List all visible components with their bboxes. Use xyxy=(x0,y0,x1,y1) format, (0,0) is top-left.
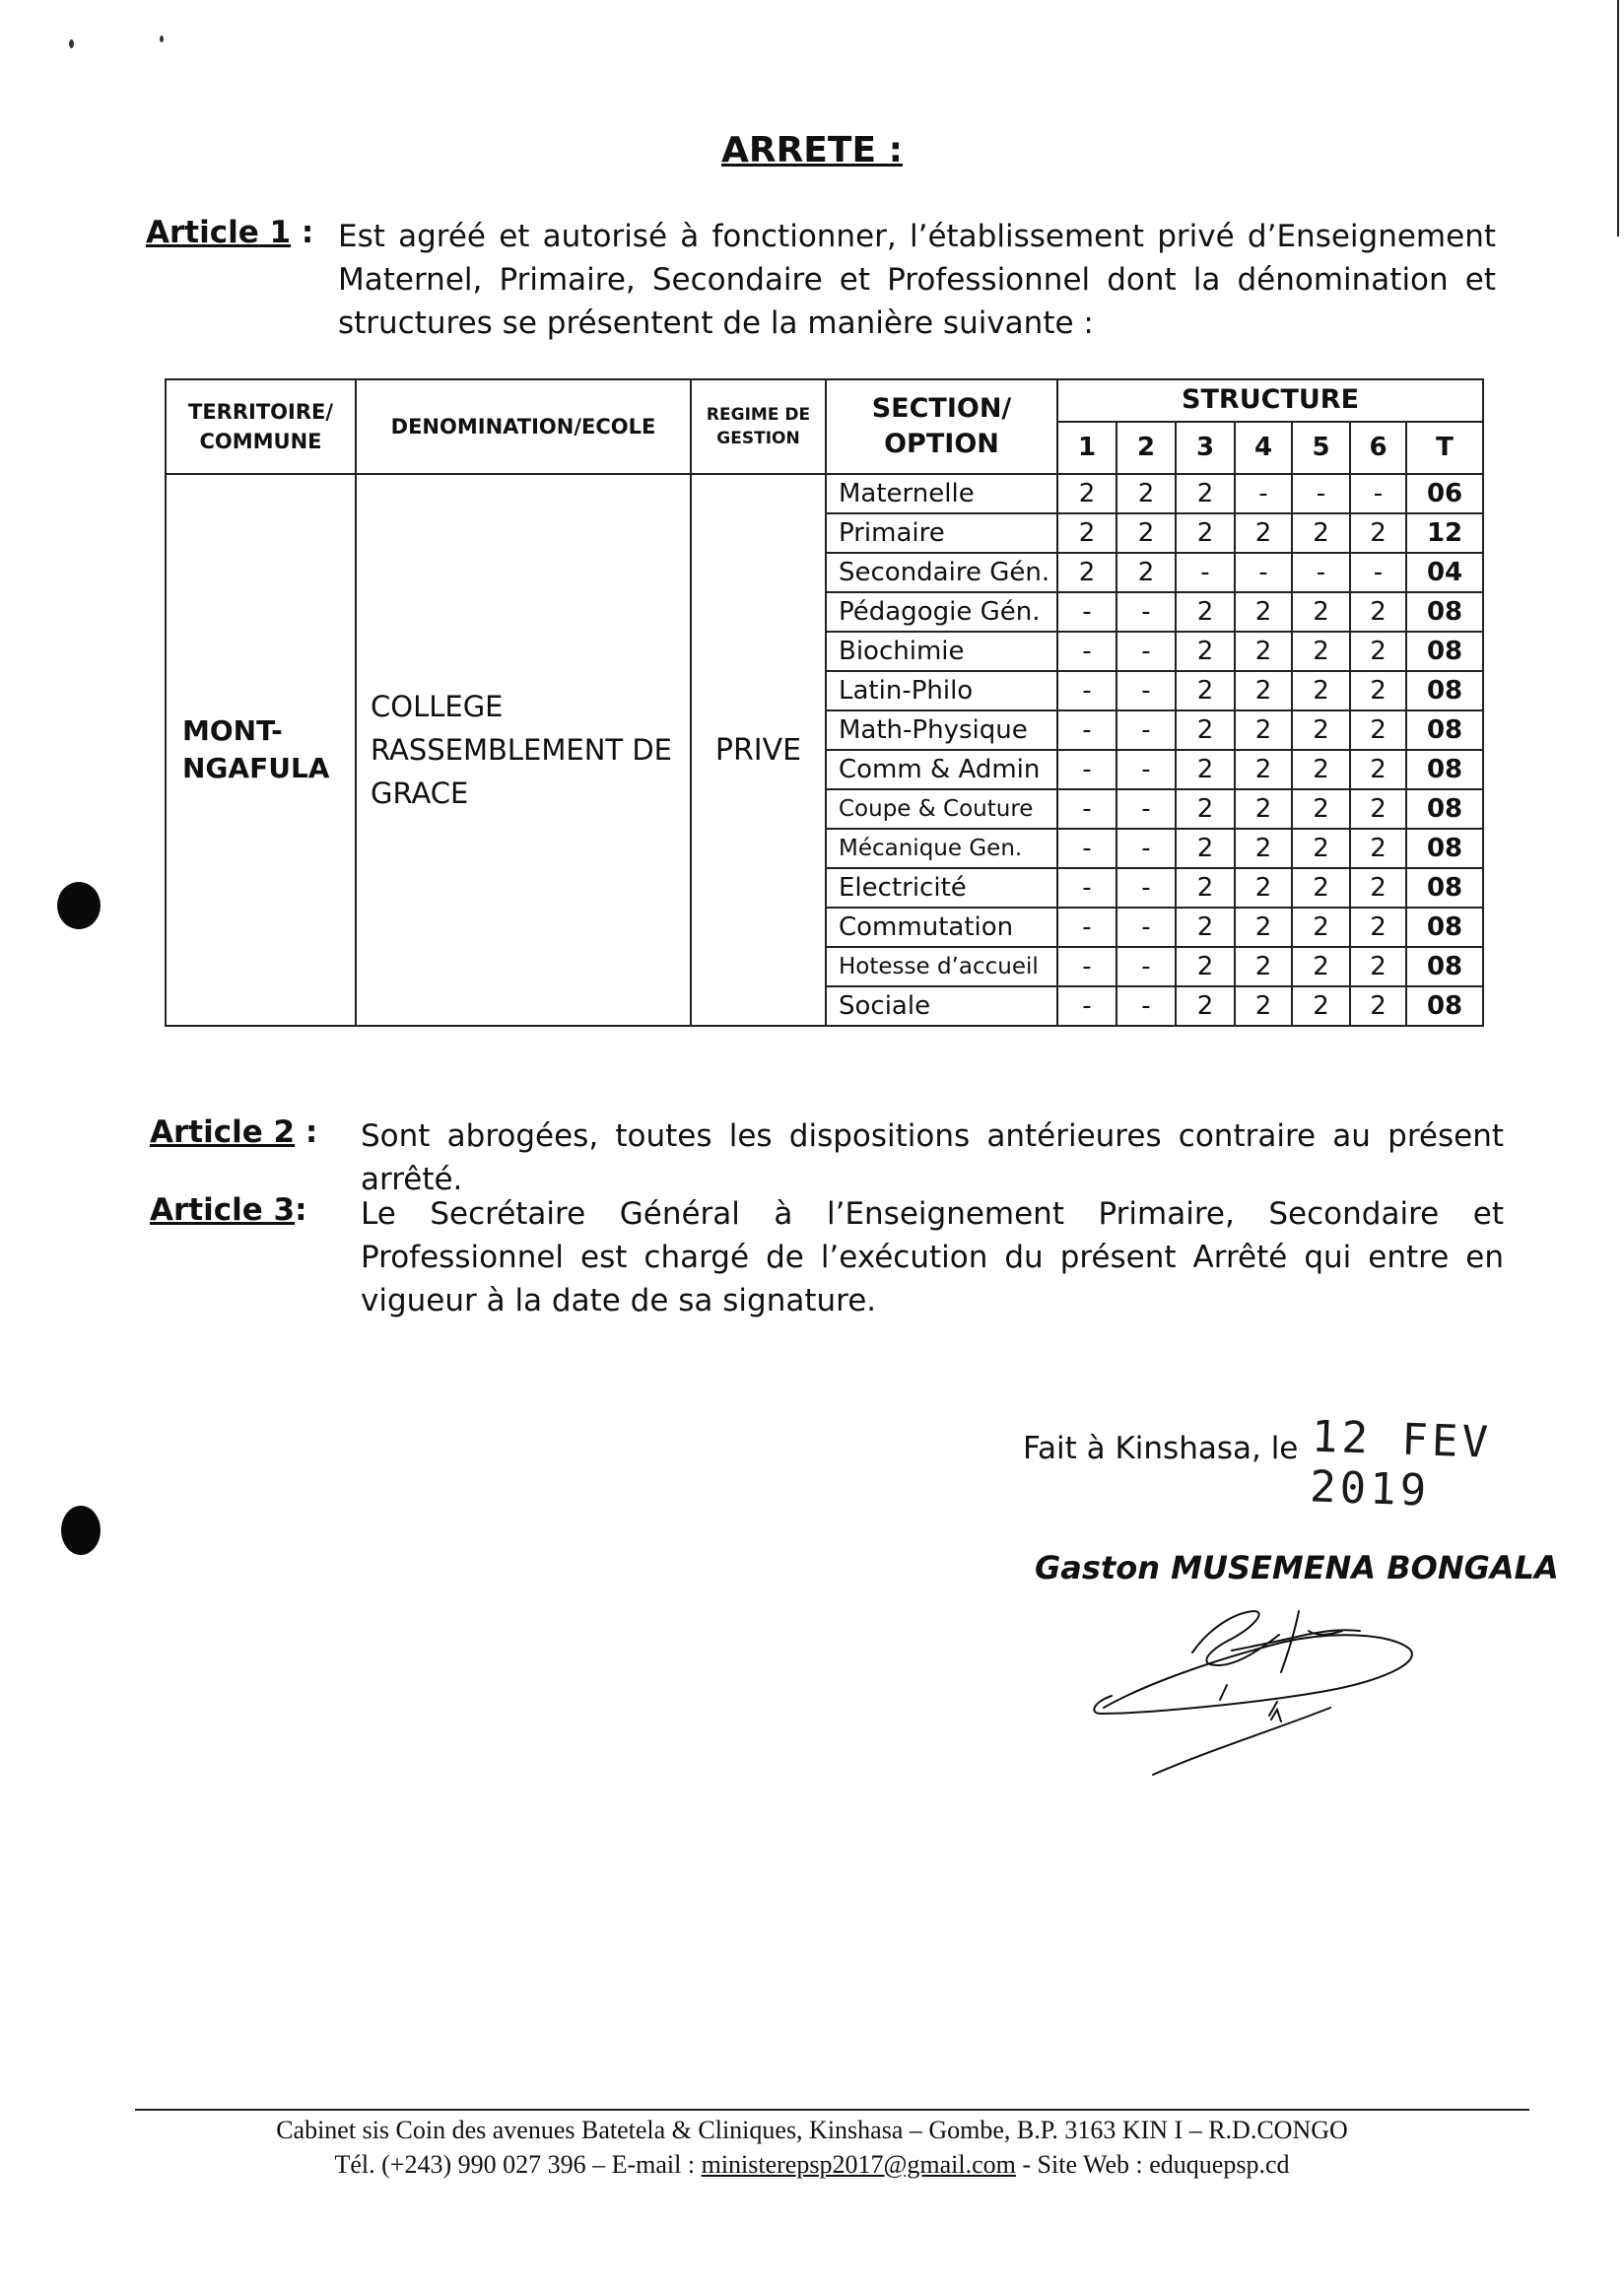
structure-total-cell: 08 xyxy=(1406,829,1483,868)
structure-cell-2: - xyxy=(1116,671,1176,710)
structure-cell-5: 2 xyxy=(1292,829,1350,868)
structure-cell-2: - xyxy=(1116,868,1176,908)
structure-cell-3: 2 xyxy=(1176,986,1235,1026)
structure-cell-6: 2 xyxy=(1350,710,1406,750)
structure-total-cell: 08 xyxy=(1406,710,1483,750)
hole-punch-mark xyxy=(61,1506,101,1555)
structure-cell-5: 2 xyxy=(1292,868,1350,908)
structure-cell-2: - xyxy=(1116,592,1176,632)
structure-cell-6: - xyxy=(1350,553,1406,592)
structure-cell-6: 2 xyxy=(1350,632,1406,671)
structure-total-cell: 04 xyxy=(1406,553,1483,592)
territoire-cell: MONT-NGAFULA xyxy=(166,474,356,1026)
hole-punch-mark xyxy=(57,882,101,929)
structure-cell-5: 2 xyxy=(1292,592,1350,632)
section-cell: Sociale xyxy=(826,986,1057,1026)
structure-cell-2: - xyxy=(1116,986,1176,1026)
structure-cell-5: 2 xyxy=(1292,947,1350,986)
header-col-5: 5 xyxy=(1292,422,1350,474)
structure-cell-4: 2 xyxy=(1235,986,1292,1026)
structure-cell-1: - xyxy=(1057,592,1116,632)
structure-cell-4: - xyxy=(1235,474,1292,513)
structure-cell-4: 2 xyxy=(1235,947,1292,986)
structure-cell-2: 2 xyxy=(1116,513,1176,553)
scan-speck xyxy=(69,39,74,48)
structure-total-cell: 08 xyxy=(1406,868,1483,908)
article-2-text: Sont abrogées, toutes les dispositions antérieures contraire au présent arrêté. xyxy=(361,1118,1504,1197)
structure-cell-1: 2 xyxy=(1057,553,1116,592)
header-section: SECTION/ OPTION xyxy=(826,379,1057,474)
structure-cell-5: 2 xyxy=(1292,710,1350,750)
structure-cell-5: 2 xyxy=(1292,789,1350,829)
structure-cell-2: - xyxy=(1116,947,1176,986)
header-denomination: DENOMINATION/ECOLE xyxy=(356,379,691,474)
header-col-total: T xyxy=(1406,422,1483,474)
structure-cell-4: - xyxy=(1235,553,1292,592)
structure-cell-6: 2 xyxy=(1350,908,1406,947)
section-cell: Maternelle xyxy=(826,474,1057,513)
structure-cell-3: 2 xyxy=(1176,474,1235,513)
structure-cell-6: 2 xyxy=(1350,868,1406,908)
structure-cell-5: 2 xyxy=(1292,513,1350,553)
structure-cell-3: 2 xyxy=(1176,513,1235,553)
structure-total-cell: 08 xyxy=(1406,986,1483,1026)
structure-cell-4: 2 xyxy=(1235,908,1292,947)
structure-cell-1: - xyxy=(1057,908,1116,947)
structure-cell-3: 2 xyxy=(1176,908,1235,947)
structure-cell-2: - xyxy=(1116,908,1176,947)
scan-edge-line xyxy=(1617,0,1619,236)
structure-cell-6: 2 xyxy=(1350,671,1406,710)
structure-cell-3: 2 xyxy=(1176,632,1235,671)
article-1-text: Est agréé et autorisé à fonctionner, l’établissement privé d’Enseignement Maternel, Primaire, Secondaire et Professionnel dont la dénomination et structures se présentent de la manière suivante : xyxy=(338,219,1496,341)
structure-cell-1: - xyxy=(1057,829,1116,868)
footer-contact: Tél. (+243) 990 027 396 – E-mail : ministerepsp2017@gmail.com - Site Web : eduquepsp.cd xyxy=(334,2150,1290,2179)
structure-cell-5: 2 xyxy=(1292,986,1350,1026)
structure-total-cell: 08 xyxy=(1406,789,1483,829)
footer-email-link[interactable]: ministerepsp2017@gmail.com xyxy=(701,2150,1016,2179)
structure-cell-5: 2 xyxy=(1292,671,1350,710)
structure-cell-4: 2 xyxy=(1235,829,1292,868)
structure-cell-3: 2 xyxy=(1176,710,1235,750)
structure-cell-3: 2 xyxy=(1176,947,1235,986)
structure-cell-1: - xyxy=(1057,789,1116,829)
structure-cell-1: - xyxy=(1057,868,1116,908)
header-col-3: 3 xyxy=(1176,422,1235,474)
structure-cell-3: 2 xyxy=(1176,789,1235,829)
structure-cell-3: 2 xyxy=(1176,868,1235,908)
table-row xyxy=(166,474,1483,513)
structure-cell-4: 2 xyxy=(1235,710,1292,750)
article-3-text: Le Secrétaire Général à l’Enseignement Primaire, Secondaire et Professionnel est chargé de l’exécution du présent Arrêté qui entre en vigueur à la date de sa signature. xyxy=(361,1196,1504,1318)
header-regime: REGIME DE GESTION xyxy=(691,379,826,474)
structure-cell-1: - xyxy=(1057,710,1116,750)
structure-cell-6: 2 xyxy=(1350,513,1406,553)
regime-cell: PRIVE xyxy=(691,474,826,1026)
section-cell: Latin-Philo xyxy=(826,671,1057,710)
structure-cell-3: 2 xyxy=(1176,829,1235,868)
structure-cell-4: 2 xyxy=(1235,632,1292,671)
article-2-label: Article 2 : xyxy=(150,1114,318,1150)
header-structure: STRUCTURE xyxy=(1057,379,1483,422)
structure-cell-5: - xyxy=(1292,474,1350,513)
structure-cell-3: - xyxy=(1176,553,1235,592)
section-cell: Coupe & Couture xyxy=(826,789,1057,829)
structure-cell-1: - xyxy=(1057,671,1116,710)
signer-name: Gaston MUSEMENA BONGALA xyxy=(1035,1549,1559,1586)
structure-cell-5: 2 xyxy=(1292,632,1350,671)
structure-cell-2: - xyxy=(1116,632,1176,671)
structure-cell-4: 2 xyxy=(1235,671,1292,710)
header-col-1: 1 xyxy=(1057,422,1116,474)
structure-cell-1: - xyxy=(1057,632,1116,671)
section-cell: Mécanique Gen. xyxy=(826,829,1057,868)
structure-cell-6: 2 xyxy=(1350,829,1406,868)
header-col-6: 6 xyxy=(1350,422,1406,474)
section-cell: Biochimie xyxy=(826,632,1057,671)
structure-total-cell: 06 xyxy=(1406,474,1483,513)
structure-cell-5: 2 xyxy=(1292,750,1350,789)
structure-cell-3: 2 xyxy=(1176,592,1235,632)
structure-cell-6: 2 xyxy=(1350,750,1406,789)
structure-cell-6: 2 xyxy=(1350,592,1406,632)
section-cell: Comm & Admin xyxy=(826,750,1057,789)
place-and-date-label: Fait à Kinshasa, le xyxy=(1023,1431,1299,1466)
structure-cell-4: 2 xyxy=(1235,789,1292,829)
structure-cell-6: 2 xyxy=(1350,789,1406,829)
structure-total-cell: 08 xyxy=(1406,908,1483,947)
ecole-cell: COLLEGE RASSEMBLEMENT DE GRACE xyxy=(356,474,691,1026)
date-stamp: 12 FEV 2019 xyxy=(1309,1411,1493,1517)
structure-total-cell: 12 xyxy=(1406,513,1483,553)
footer-divider xyxy=(135,2109,1529,2111)
structure-total-cell: 08 xyxy=(1406,632,1483,671)
structure-cell-4: 2 xyxy=(1235,750,1292,789)
structure-cell-1: 2 xyxy=(1057,474,1116,513)
structure-cell-2: 2 xyxy=(1116,553,1176,592)
structure-cell-3: 2 xyxy=(1176,671,1235,710)
structure-total-cell: 08 xyxy=(1406,671,1483,710)
structure-cell-5: 2 xyxy=(1292,908,1350,947)
structure-cell-1: - xyxy=(1057,947,1116,986)
footer-address: Cabinet sis Coin des avenues Batetela & Cliniques, Kinshasa – Gombe, B.P. 3163 KIN I – R.D.CONGO xyxy=(276,2116,1348,2144)
structure-cell-2: - xyxy=(1116,829,1176,868)
school-structure-table xyxy=(165,378,1484,1027)
section-cell: Primaire xyxy=(826,513,1057,553)
structure-cell-4: 2 xyxy=(1235,868,1292,908)
document-title: ARRETE : xyxy=(721,130,903,170)
section-cell: Pédagogie Gén. xyxy=(826,592,1057,632)
structure-cell-1: - xyxy=(1057,986,1116,1026)
section-cell: Secondaire Gén. xyxy=(826,553,1057,592)
structure-cell-4: 2 xyxy=(1235,592,1292,632)
section-cell: Electricité xyxy=(826,868,1057,908)
structure-cell-6: 2 xyxy=(1350,986,1406,1026)
header-territoire: TERRITOIRE/ COMMUNE xyxy=(166,379,356,474)
structure-total-cell: 08 xyxy=(1406,947,1483,986)
scan-speck xyxy=(160,35,164,42)
structure-cell-6: - xyxy=(1350,474,1406,513)
structure-cell-6: 2 xyxy=(1350,947,1406,986)
article-1-label: Article 1 : xyxy=(146,215,314,250)
structure-cell-1: 2 xyxy=(1057,513,1116,553)
structure-cell-2: 2 xyxy=(1116,474,1176,513)
section-cell: Commutation xyxy=(826,908,1057,947)
structure-cell-5: - xyxy=(1292,553,1350,592)
header-col-2: 2 xyxy=(1116,422,1176,474)
handwritten-signature xyxy=(1084,1591,1419,1792)
structure-cell-2: - xyxy=(1116,750,1176,789)
article-3-label: Article 3: xyxy=(150,1192,307,1228)
structure-total-cell: 08 xyxy=(1406,750,1483,789)
section-cell: Math-Physique xyxy=(826,710,1057,750)
structure-cell-1: - xyxy=(1057,750,1116,789)
structure-cell-3: 2 xyxy=(1176,750,1235,789)
header-col-4: 4 xyxy=(1235,422,1292,474)
structure-cell-2: - xyxy=(1116,789,1176,829)
section-cell: Hotesse d’accueil xyxy=(826,947,1057,986)
structure-cell-2: - xyxy=(1116,710,1176,750)
structure-cell-4: 2 xyxy=(1235,513,1292,553)
structure-total-cell: 08 xyxy=(1406,592,1483,632)
